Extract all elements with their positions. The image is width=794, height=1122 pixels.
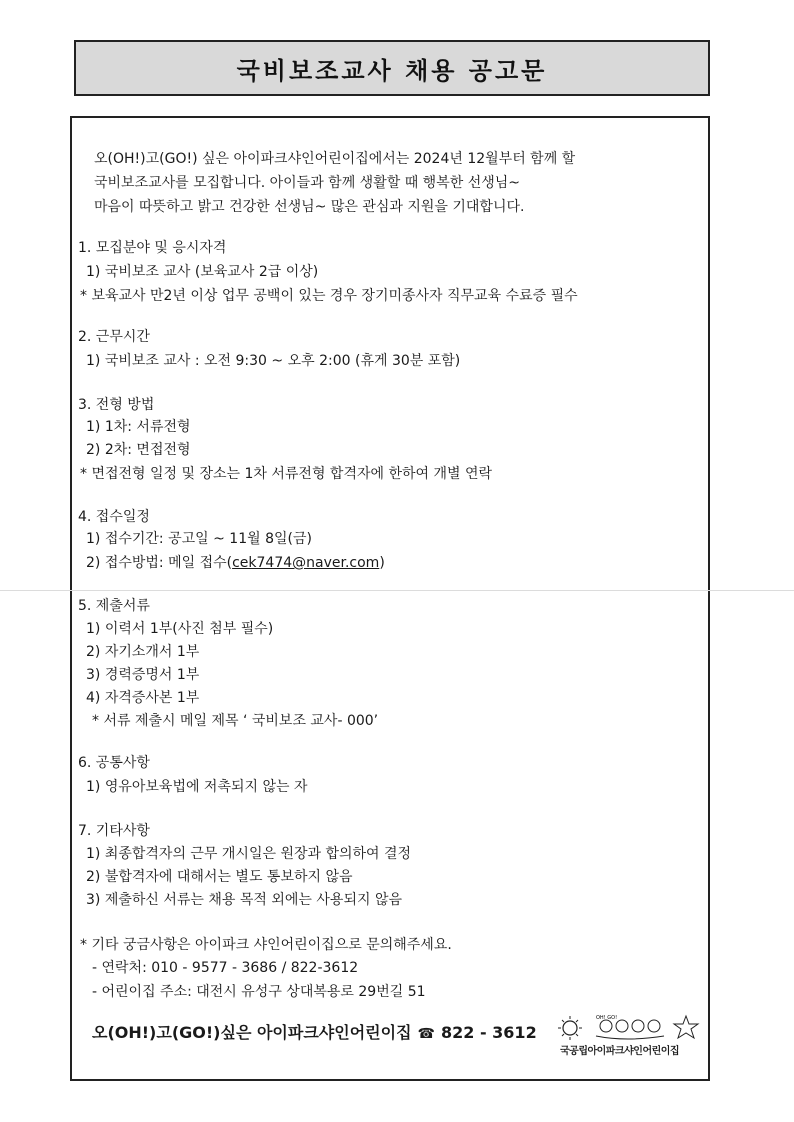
footer-phone: 822 - 3612 [440, 1023, 537, 1042]
section-7-item-3: 3) 제출하신 서류는 채용 목적 외에는 사용되지 않음 [86, 892, 402, 908]
section-7-item-1: 1) 최종합격자의 근무 개시일은 원장과 합의하여 결정 [86, 846, 412, 862]
submission-method-close: ) [379, 555, 385, 571]
section-5-item-1: 1) 이력서 1부(사진 첨부 필수) [86, 621, 274, 637]
section-5-heading: 5. 제출서류 [78, 598, 150, 614]
section-6-heading: 6. 공통사항 [78, 755, 150, 771]
contact-address: - 어린이집 주소: 대전시 유성구 상대복용로 29번길 51 [92, 984, 426, 1000]
section-7-item-2: 2) 불합격자에 대해서는 별도 통보하지 않음 [86, 869, 353, 885]
children-faces-icon [596, 1020, 664, 1039]
section-1-item-1: 1) 국비보조 교사 (보육교사 2급 이상) [86, 264, 319, 280]
intro-line-3: 마음이 따뜻하고 밝고 건강한 선생님~ 많은 관심과 지원을 기대합니다. [94, 199, 525, 215]
sun-icon [558, 1016, 582, 1040]
section-5-note: * 서류 제출시 메일 제목 ‘ 국비보조 교사- 000’ [92, 713, 379, 729]
section-7-heading: 7. 기타사항 [78, 823, 150, 839]
section-4-item-2 [86, 554, 385, 572]
footer-daycare-name: 오(OH!)고(GO!)싶은 아이파크샤인어린이집 [92, 1023, 412, 1042]
intro-line-2: 국비보조교사를 모집합니다. 아이들과 함께 생활할 때 행복한 선생님~ [94, 175, 521, 191]
section-1-note: * 보육교사 만2년 이상 업무 공백이 있는 경우 장기미종사자 직무교육 수료증 필수 [80, 288, 578, 304]
logo-caption: 국공립아이파크샤인어린이집 [560, 1046, 680, 1057]
email-link[interactable]: cek7474@naver.com [232, 555, 380, 571]
contact-phone: - 연락처: 010 - 9577 - 3686 / 822-3612 [92, 960, 359, 976]
scan-artifact-line [0, 590, 794, 591]
footer-signature [92, 1023, 537, 1044]
section-1-heading: 1. 모집분야 및 응시자격 [78, 240, 227, 256]
section-5-item-4: 4) 자격증사본 1부 [86, 690, 200, 706]
submission-method-label: 2) 접수방법: 메일 접수( [86, 555, 233, 571]
section-3-heading: 3. 전형 방법 [78, 397, 155, 413]
title-banner [74, 40, 710, 96]
section-2-heading: 2. 근무시간 [78, 329, 150, 345]
section-3-item-2: 2) 2차: 면접전형 [86, 442, 191, 458]
contact-note: * 기타 궁금사항은 아이파크 샤인어린이집으로 문의해주세요. [80, 937, 452, 953]
logo-small-text: OH! GO! [596, 1015, 618, 1021]
section-4-heading: 4. 접수일정 [78, 509, 150, 525]
section-4-item-1: 1) 접수기간: 공고일 ~ 11월 8일(금) [86, 531, 312, 547]
section-5-item-2: 2) 자기소개서 1부 [86, 644, 200, 660]
section-2-item-1: 1) 국비보조 교사 : 오전 9:30 ~ 오후 2:00 (휴게 30분 포함) [86, 353, 461, 369]
section-3-note: * 면접전형 일정 및 장소는 1차 서류전형 합격자에 한하여 개별 연락 [80, 466, 493, 482]
intro-line-1: 오(OH!)고(GO!) 싶은 아이파크샤인어린이집에서는 2024년 12월부터 함께 할 [94, 151, 576, 167]
section-3-item-1: 1) 1차: 서류전형 [86, 419, 191, 435]
section-5-item-3: 3) 경력증명서 1부 [86, 667, 200, 683]
page-title: 국비보조교사 채용 공고문 [236, 56, 548, 85]
star-icon [674, 1016, 698, 1038]
phone-icon: ☎ [417, 1026, 435, 1042]
section-6-item-1: 1) 영유아보육법에 저촉되지 않는 자 [86, 779, 308, 795]
